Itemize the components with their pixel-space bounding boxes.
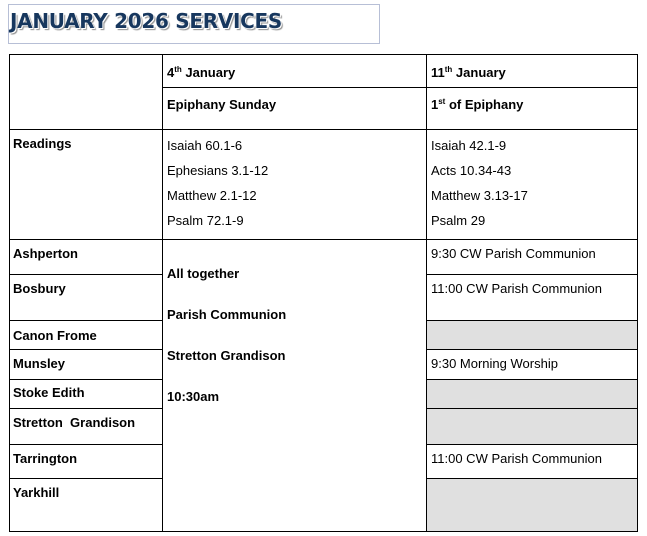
- service-jan11-empty: [427, 409, 638, 445]
- readings-jan11: [427, 130, 638, 240]
- service-jan11: 11:00 CW Parish Communion: [427, 275, 638, 321]
- page-title: JANUARY 2026 SERVICES: [10, 9, 282, 33]
- parish-name: Tarrington: [10, 445, 163, 479]
- parish-name: Bosbury: [10, 275, 163, 321]
- parish-name: Stretton Grandison: [10, 409, 163, 445]
- parish-row-ashperton: [10, 240, 638, 275]
- date-header-jan4: 4th January: [163, 55, 427, 88]
- parish-name: Stoke Edith: [10, 380, 163, 409]
- occasion-jan11: 1st of Epiphany: [427, 88, 638, 130]
- header-row-dates: [10, 55, 638, 88]
- date-header-jan11: 11th January: [427, 55, 638, 88]
- parish-name: Yarkhill: [10, 479, 163, 532]
- parish-name: Canon Frome: [10, 321, 163, 350]
- reading-item: Isaiah 60.1-6: [167, 138, 243, 153]
- service-jan11-empty: [427, 321, 638, 350]
- parish-name: Munsley: [10, 350, 163, 380]
- combined-line: All together: [167, 266, 240, 281]
- services-table: [9, 54, 638, 532]
- parish-name: Ashperton: [10, 240, 163, 275]
- reading-item: Isaiah 42.1-9: [431, 138, 507, 153]
- readings-label: Readings: [10, 130, 163, 240]
- readings-row: [10, 130, 638, 240]
- combined-line: 10:30am: [167, 389, 220, 404]
- readings-jan4: [163, 130, 427, 240]
- reading-item: Ephesians 3.1-12: [167, 163, 269, 178]
- combined-line: Stretton Grandison: [167, 348, 286, 363]
- service-jan11: 11:00 CW Parish Communion: [427, 445, 638, 479]
- reading-item: Psalm 72.1-9: [167, 213, 244, 228]
- reading-item: Psalm 29: [431, 213, 486, 228]
- header-corner-cell: [10, 55, 163, 130]
- reading-item: Matthew 2.1-12: [167, 188, 257, 203]
- reading-item: Matthew 3.13-17: [431, 188, 528, 203]
- reading-item: Acts 10.34-43: [431, 163, 512, 178]
- service-jan11-empty: [427, 380, 638, 409]
- service-jan11: 9:30 CW Parish Communion: [427, 240, 638, 275]
- service-jan11: 9:30 Morning Worship: [427, 350, 638, 380]
- service-jan11-empty: [427, 479, 638, 532]
- occasion-jan4: Epiphany Sunday: [163, 88, 427, 130]
- combined-service-jan4: [163, 240, 427, 532]
- combined-line: Parish Communion: [167, 307, 287, 322]
